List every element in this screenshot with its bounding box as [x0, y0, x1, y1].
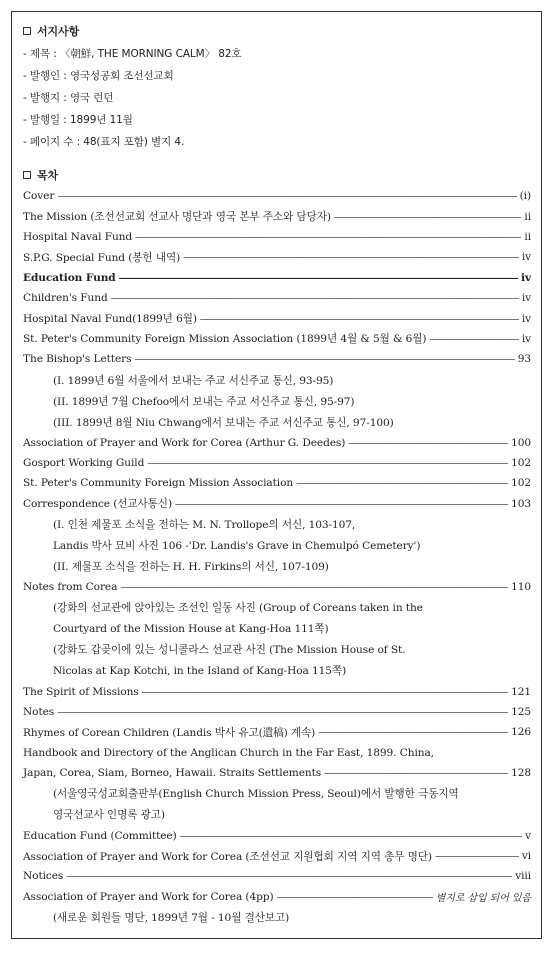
toc-entry-page: 128: [511, 767, 531, 780]
leader-dashes: [135, 231, 521, 243]
toc-entry-title: Association of Prayer and Work for Corea (Arthur G. Deedes): [23, 436, 346, 449]
toc-entry: [23, 494, 531, 514]
toc-entry-title: Children's Fund: [23, 292, 108, 305]
leader-dashes: [142, 686, 508, 698]
toc-entry-page: 93: [517, 353, 531, 366]
leader-dashes: [180, 830, 522, 842]
toc-entry: [23, 186, 531, 206]
toc-entry-page: iv: [521, 292, 531, 305]
toc-subentry: (II. 1899년 7월 Chefoo에서 보내는 주교 서신주교 통신, 95-97): [53, 395, 355, 408]
toc-entry-page: viii: [515, 870, 531, 883]
toc-entry: [23, 329, 531, 349]
leader-dashes: [119, 272, 518, 284]
toc-entry-title: Japan, Corea, Siam, Borneo, Hawaii. Straits Settlements: [23, 767, 322, 780]
toc-subentry: (II. 제물포 소식을 전하는 H. H. Firkins의 서신, 107-109): [53, 561, 329, 574]
toc-entry-title: Cover: [23, 190, 55, 203]
toc-entry: [23, 887, 531, 907]
toc-heading: [23, 164, 531, 186]
toc-subentry: (I. 인천 제물포 소식을 전하는 M. N. Trollope의 서신, 103-107,: [53, 519, 356, 532]
toc-entry-title: S.P.G. Special Fund (봉헌 내역): [23, 251, 181, 264]
toc-subentry: (서울영국성교회출판부(English Church Mission Press, Seoul)에서 발행한 극동지역: [53, 788, 459, 801]
toc-entry-page: iv: [521, 271, 531, 284]
toc-entry: [23, 227, 531, 247]
bib-line: - 발행일 : 1899년 11월: [23, 113, 133, 126]
leader-dashes: [134, 353, 514, 365]
bib-line: - 제목 : 〈朝鮮, THE MORNING CALM〉 82호: [23, 47, 242, 60]
toc-entry-title: Notes from Corea: [23, 581, 118, 594]
toc-heading-label: 목차: [37, 169, 59, 182]
document-frame: [11, 11, 542, 939]
toc-entry: [23, 866, 531, 886]
leader-dashes: [111, 292, 519, 304]
toc-subentry: Nicolas at Kap Kotchi, in the Island of Kang-Hoa 115쪽): [53, 665, 347, 678]
toc-list: [23, 186, 531, 928]
toc-entry-continued: Handbook and Directory of the Anglican Church in the Far East, 1899. China,: [23, 746, 434, 759]
toc-subentry: (새로운 회원들 명단, 1899년 7월 - 10월 결산보고): [53, 911, 290, 924]
leader-dashes: [183, 251, 519, 263]
leader-dashes: [318, 726, 508, 738]
leader-dashes: [429, 333, 518, 345]
leader-dashes: [120, 581, 508, 593]
checkbox-icon: [23, 27, 31, 35]
toc-entry: [23, 577, 531, 597]
toc-entry: [23, 349, 531, 369]
leader-dashes: [57, 706, 508, 718]
leader-dashes: [66, 870, 512, 882]
toc-entry-page: 100: [511, 436, 531, 449]
bib-heading-label: 서지사항: [37, 25, 80, 38]
toc-entry-title: Gosport Working Guild: [23, 457, 145, 470]
toc-entry-page: iv: [521, 251, 531, 264]
toc-entry-page: 110: [511, 581, 531, 594]
toc-entry: [23, 308, 531, 328]
toc-entry-page: ii: [524, 210, 531, 223]
toc-entry: [23, 825, 531, 845]
toc-entry-page: ii: [524, 230, 531, 243]
toc-subentry: (강화도 갑곶이에 있는 성니콜라스 선교관 사진 (The Mission House of St.: [53, 644, 406, 657]
toc-entry: [23, 453, 531, 473]
toc-entry: [23, 702, 531, 722]
bib-heading: [23, 20, 531, 42]
leader-dashes: [324, 767, 508, 779]
toc-entry-title: Notices: [23, 870, 64, 883]
toc-entry-page: vi: [521, 850, 531, 862]
toc-entry-page: (i): [519, 190, 531, 203]
toc-entry-page: 103: [511, 497, 531, 510]
toc-subentry: Courtyard of the Mission House at Kang-Hoa 111쪽): [53, 623, 329, 636]
leader-dashes: [348, 437, 508, 449]
toc-entry-title: St. Peter's Community Foreign Mission Association (1899년 4월 & 5월 & 6월): [23, 333, 427, 346]
leader-dashes: [57, 190, 516, 202]
toc-entry-page: 126: [511, 726, 531, 739]
toc-entry-page: iv: [521, 332, 531, 345]
toc-entry-page: 125: [511, 706, 531, 719]
toc-entry-title: Rhymes of Corean Children (Landis 박사 유고(遺稿) 계속): [23, 726, 316, 739]
toc-entry: [23, 473, 531, 493]
toc-entry-title: Education Fund: [23, 271, 116, 284]
toc-entry-page: v: [525, 829, 531, 842]
toc-entry-page: 102: [511, 457, 531, 470]
toc-entry-title: Association of Prayer and Work for Corea (조선선교 지원협회 지역 지역 총무 명단): [23, 850, 432, 863]
toc-entry: [23, 247, 531, 267]
toc-subentry: (강화의 선교관에 앉아있는 조선인 일동 사진 (Group of Coreans taken in the: [53, 602, 423, 615]
toc-entry: [23, 268, 531, 288]
toc-entry-title: Hospital Naval Fund(1899년 6월): [23, 313, 197, 326]
bib-line: - 발행인 : 영국성공회 조선선교회: [23, 69, 174, 82]
toc-entry-title: Hospital Naval Fund: [23, 230, 133, 243]
toc-entry: [23, 681, 531, 701]
toc-entry-page: 별지로 삽입 되어 있음: [435, 893, 531, 905]
toc-entry: [23, 288, 531, 308]
bib-line: - 페이지 수 : 48(표지 포함) 별지 4.: [23, 135, 185, 148]
toc-entry: [23, 722, 531, 742]
bib-line: - 발행지 : 영국 런던: [23, 91, 114, 104]
toc-subentry: Landis 박사 묘비 사진 106 -'Dr. Landis's Grave in Chemulpó Cemetery'): [53, 540, 421, 553]
toc-entry-title: Correspondence (선교사통신): [23, 498, 172, 511]
leader-dashes: [200, 313, 519, 325]
toc-entry-page: 121: [511, 685, 531, 698]
toc-entry-title: The Bishop's Letters: [23, 353, 132, 366]
leader-dashes: [147, 457, 508, 469]
checkbox-icon: [23, 171, 31, 179]
toc-entry-page: 102: [511, 477, 531, 490]
leader-dashes: [296, 477, 508, 489]
toc-entry: [23, 206, 531, 226]
toc-entry-title: Education Fund (Committee): [23, 829, 177, 842]
toc-entry-title: Notes: [23, 706, 55, 719]
toc-entry-page: iv: [521, 312, 531, 325]
toc-entry-title: The Mission (조선선교회 선교사 명단과 영국 본부 주소와 담당자): [23, 211, 331, 224]
toc-entry-title: Association of Prayer and Work for Corea (4pp): [23, 890, 274, 903]
toc-entry-title: St. Peter's Community Foreign Mission Association: [23, 477, 294, 490]
toc-subentry: (III. 1899년 8월 Niu Chwang에서 보내는 주교 서신주교 통신, 97-100): [53, 416, 394, 429]
toc-entry: [23, 433, 531, 453]
toc-entry: [23, 846, 531, 866]
toc-entry-title: The Spirit of Missions: [23, 685, 139, 698]
toc-entry: [23, 763, 531, 783]
leader-dashes: [435, 850, 519, 862]
toc-subentry: (I. 1899년 6월 서울에서 보내는 주교 서신주교 통신, 93-95): [53, 374, 334, 387]
document-content: [23, 20, 531, 928]
leader-dashes: [175, 498, 508, 510]
leader-dashes: [334, 211, 522, 223]
leader-dashes: [277, 891, 433, 903]
toc-subentry: 영국선교사 인명록 광고): [53, 809, 165, 822]
